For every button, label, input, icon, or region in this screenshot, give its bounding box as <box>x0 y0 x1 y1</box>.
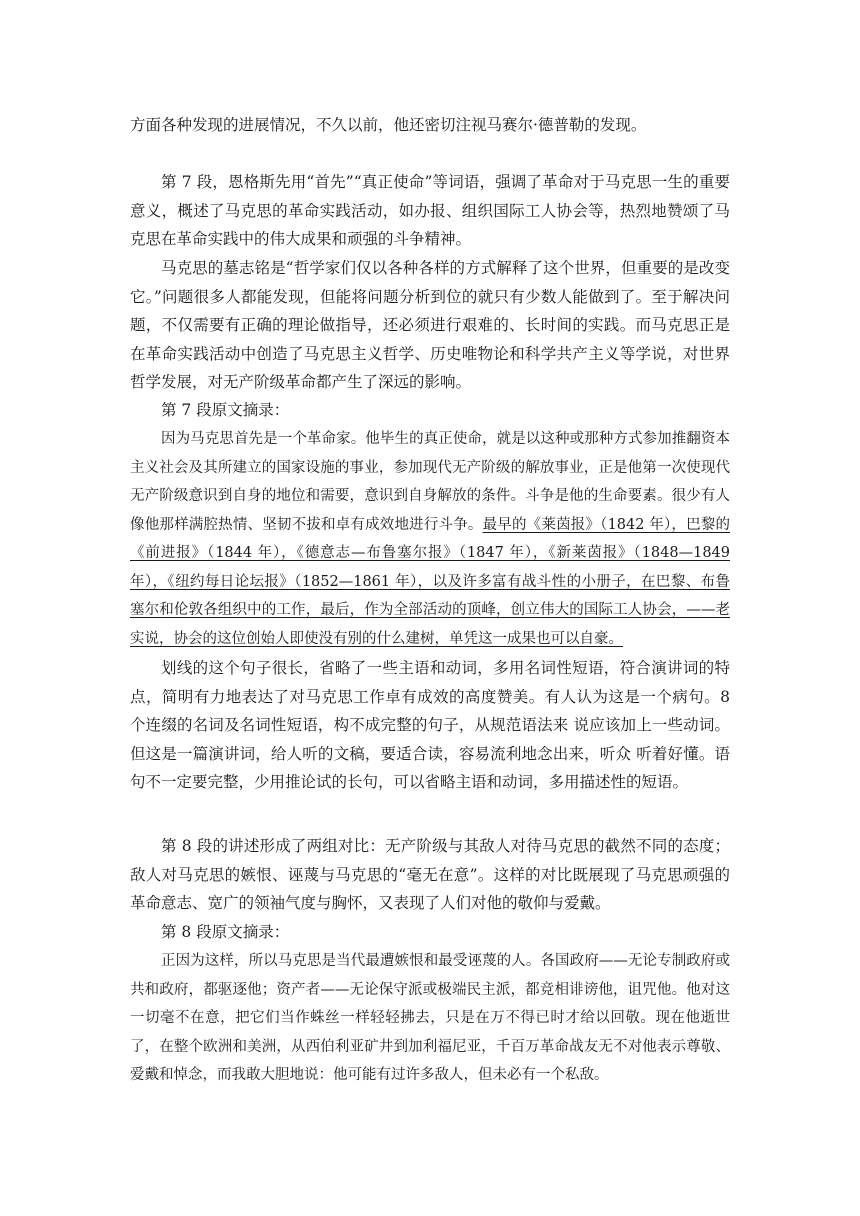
heading-excerpt-8: 第 8 段原文摘录： <box>161 923 290 941</box>
paragraph-epitaph: 马克思的墓志铭是“哲学家们仅以各种各样的方式解释了这个世界，但重要的是改变它。”问题很多人都能发现，但能将问题分析到位的就只有少数人能做到了。至于解决问题，不仅需要有正确的理论做指导，还必须进行艰难的、长时间的实践。而马克思正是在革命实践活动中创造了马克思主义哲学、历史唯物论和科学共产主义等学说，对世界哲学发展，对无产阶级革命都产生了深远的影响。 <box>130 259 730 391</box>
paragraph-underline-analysis: 划线的这个句子很长，省略了一些主语和动词，多用名词性短语，符合演讲词的特点，简明有力地表达了对马克思工作卓有成效的高度赞美。有人认为这是一个病句。8 个连缀的名词及名词性短语，构不成完整的句子，从规范语法来 说应该加上一些动词。但这是一篇演讲词，给人听的文稿，要适合读，容易流利地念出来，听众 听着好懂。语句不一定要完整，少用推论试的长句，可以省略主语和动词，多用描述性的短语。 <box>130 659 730 791</box>
heading-excerpt-7: 第 7 段原文摘录： <box>161 401 290 419</box>
paragraph-continuation: 方面各种发现的进展情况，不久以前，他还密切注视马赛尔·德普勒的发现。 <box>130 116 647 134</box>
excerpt-7-plain-text: 因为马克思首先是一个革命家。他毕生的真正使命，就是以这种或那种方式参加推翻资本主义社会及其所建立的国家设施的事业，参加现代无产阶级的解放事业，正是他第一次使现代无产阶级意识到自身的地位和需要，意识到自身解放的条件。斗争是他的生命要素。很少有人像他那样满腔热情、坚韧不拔和卓有成效地进行斗争。 <box>130 431 730 533</box>
excerpt-paragraph-7 <box>130 425 730 653</box>
paragraph-analysis-8: 第 8 段的讲述形成了两组对比：无产阶级与其敌人对待马克思的截然不同的态度；敌人对马克思的嫉恨、诬蔑与马克思的“毫无在意”。这样的对比既展现了马克思顽强的革命意志、宽广的领袖气度与胸怀，又表现了人们对他的敬仰与爱戴。 <box>130 837 730 912</box>
paragraph-analysis-7: 第 7 段，恩格斯先用“首先”“真正使命”等词语，强调了革命对于马克思一生的重要意义，概述了马克思的革命实践活动，如办报、组织国际工人协会等，热烈地赞颂了马克思在革命实践中的伟大成果和顽强的斗争精神。 <box>130 173 730 248</box>
excerpt-7-underlined-sentence: 最早的《莱茵报》（1842 年），巴黎的《前进报》（1844 年），《德意志—布鲁塞尔报》（1847 年），《新莱茵报》（1848—1849 年），《纽约每日论坛报》（1852—1861 年），以及许多富有战斗性的小册子，在巴黎、布鲁塞尔和伦敦各组织中的工作，最后，作为全部活动的顶峰，创立伟大的国际工人协会，——老实说，协会的这位创始人即使没有别的什么建树，单凭这一成果也可以自豪。 <box>130 516 730 647</box>
excerpt-paragraph-8: 正因为这样，所以马克思是当代最遭嫉恨和最受诬蔑的人。各国政府——无论专制政府或共和政府，都驱逐他；资产者——无论保守派或极端民主派，都竞相诽谤他，诅咒他。他对这一切毫不在意，把它们当作蛛丝一样轻轻拂去，只是在万不得已时才给以回敬。现在他逝世了，在整个欧洲和美洲，从西伯利亚矿井到加利福尼亚，千百万革命战友无不对他表示尊敬、爱戴和悼念，而我敢大胆地说：他可能有过许多敌人，但未必有一个私敌。 <box>130 953 730 1083</box>
